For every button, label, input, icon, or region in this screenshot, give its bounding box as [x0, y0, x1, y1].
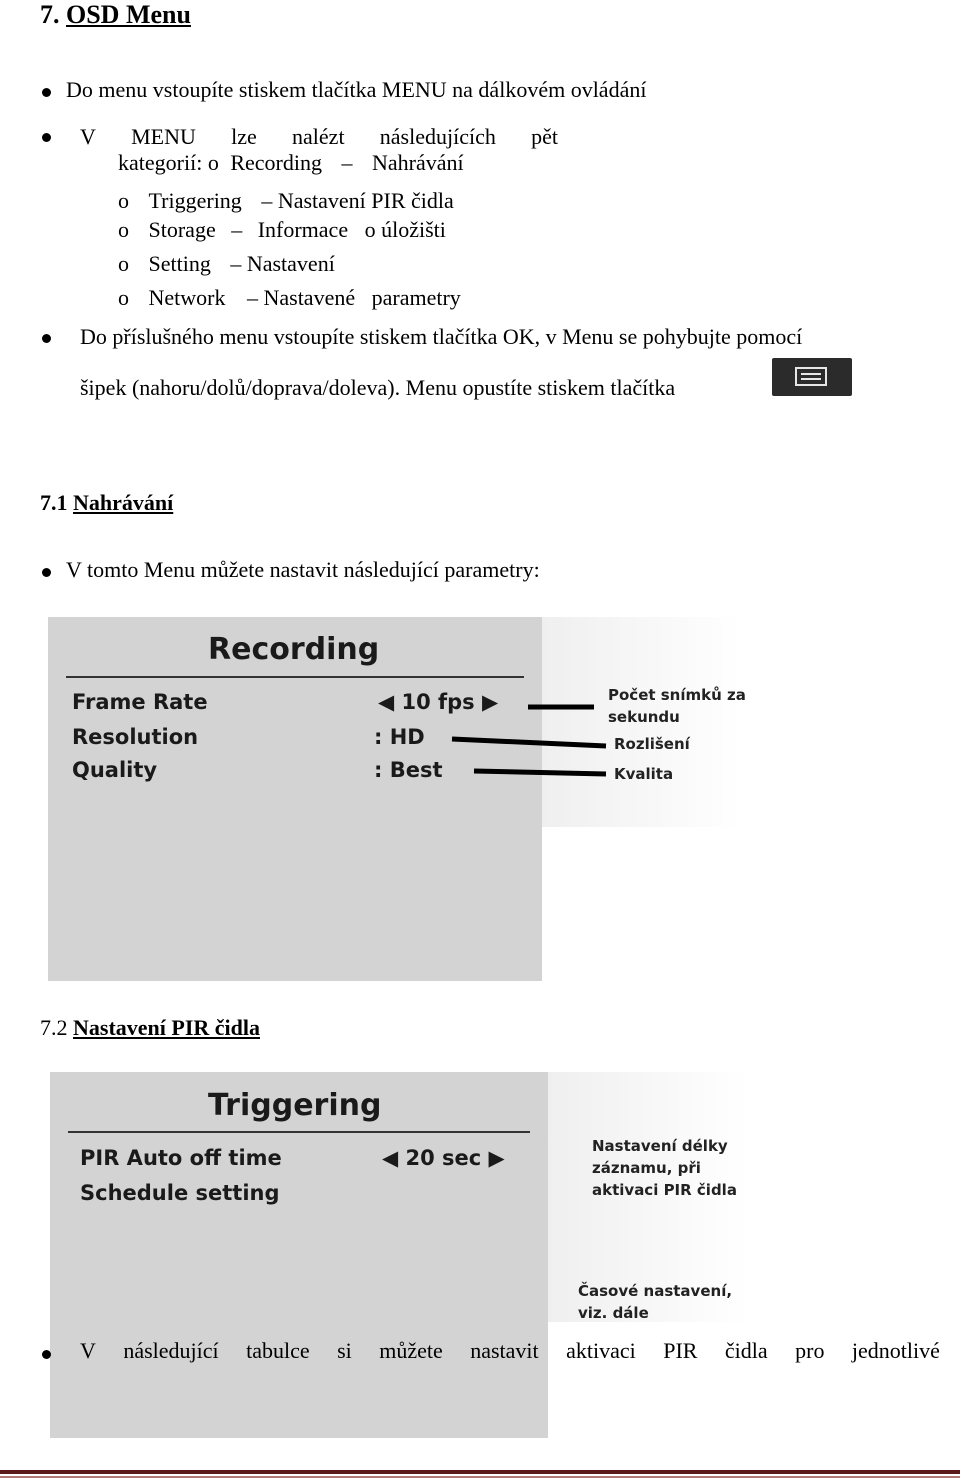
- heading-title: OSD Menu: [66, 0, 191, 29]
- section-number: 7.1: [40, 490, 68, 515]
- category-name: Recording: [230, 150, 322, 175]
- section-title: Nastavení PIR čidla: [73, 1015, 260, 1040]
- list-marker: o: [118, 251, 129, 276]
- intro-bullet-1: Do menu vstoupíte stiskem tlačítka MENU na dálkovém ovládání: [66, 77, 647, 102]
- osd-row-value: ◀ 20 sec ▶: [382, 1146, 505, 1170]
- word: můžete: [379, 1338, 443, 1363]
- word: V: [80, 124, 96, 149]
- word: aktivaci: [566, 1338, 636, 1363]
- word: MENU: [131, 124, 196, 149]
- category-name: Setting: [148, 251, 211, 276]
- section-title: Nahrávání: [73, 490, 174, 515]
- word: V: [80, 1338, 96, 1363]
- osd-divider: [68, 1131, 530, 1133]
- category-name: Storage: [148, 217, 216, 242]
- category-name: Triggering: [148, 188, 242, 213]
- word: nastavit: [470, 1338, 539, 1363]
- word: čidla: [724, 1338, 768, 1363]
- category-desc: Nahrávání: [371, 150, 464, 175]
- list-marker: o: [207, 150, 219, 175]
- footer-rule: [0, 1470, 960, 1474]
- list-marker: o: [118, 188, 129, 213]
- osd-callout-note: Kvalita: [614, 765, 674, 783]
- section-number: 7.2: [40, 1015, 68, 1040]
- word: následující: [123, 1338, 219, 1363]
- word: nalézt: [292, 124, 345, 149]
- osd-callout-note: Rozlišení: [614, 735, 690, 753]
- osd-title: Recording: [208, 632, 380, 667]
- osd-row-label: Frame Rate: [72, 690, 208, 714]
- list-marker: o: [118, 217, 129, 242]
- list-marker: o: [118, 285, 129, 310]
- word: následujících: [379, 124, 496, 149]
- word: pět: [531, 124, 558, 149]
- word: jednotlivé: [851, 1338, 940, 1363]
- section2-bullet: [80, 1338, 940, 1364]
- category-dash: –: [231, 217, 243, 242]
- category-desc: Nastavené parametry: [263, 285, 461, 310]
- word: si: [337, 1338, 352, 1363]
- section1-bullet: V tomto Menu můžete nastavit následující parametry:: [66, 557, 540, 582]
- bullet-dot: [42, 1350, 51, 1359]
- category-dash: –: [261, 188, 273, 213]
- category-dash: –: [230, 251, 242, 276]
- callout-line: [474, 771, 606, 774]
- osd-row-value: : HD: [374, 725, 425, 749]
- categories-label: kategorií:: [118, 150, 203, 175]
- osd-row-label: Quality: [72, 758, 158, 782]
- category-dash: –: [341, 150, 353, 175]
- word: lze: [231, 124, 257, 149]
- triggering-osd-screen: [50, 1072, 548, 1438]
- word: pro: [795, 1338, 825, 1363]
- section-heading: [40, 1015, 260, 1041]
- osd-row-label: Resolution: [72, 725, 199, 749]
- category-desc: Nastavení: [246, 251, 335, 276]
- osd-row-label: Schedule setting: [80, 1181, 280, 1205]
- intro-bullet-3-line2: šipek (nahoru/dolů/doprava/doleva). Menu opustíte stiskem tlačítka: [80, 375, 676, 400]
- osd-callout-note: Časové nastavení, viz. dále: [578, 1282, 733, 1322]
- word: tabulce: [246, 1338, 310, 1363]
- footer-rule: [0, 1476, 960, 1478]
- osd-row-value: ◀ 10 fps ▶: [378, 690, 499, 714]
- category-name: Network: [148, 285, 226, 310]
- category-desc: Informace o úložišti: [257, 217, 446, 242]
- callout-line: [452, 739, 606, 746]
- osd-callout-note: Nastavení délky záznamu, při aktivaci PIR čidla: [592, 1137, 737, 1199]
- osd-title: Triggering: [208, 1088, 382, 1123]
- osd-row-label: PIR Auto off time: [80, 1146, 282, 1170]
- osd-callout-note: Počet snímků za sekundu: [608, 686, 746, 726]
- osd-row-value: : Best: [374, 758, 443, 782]
- heading-number: 7.: [40, 0, 60, 29]
- word: PIR: [663, 1338, 698, 1363]
- category-desc: Nastavení PIR čidla: [277, 188, 454, 213]
- category-dash: –: [246, 285, 258, 310]
- intro-bullet-3-line1: Do příslušného menu vstoupíte stiskem tlačítka OK, v Menu se pohybujte pomocí: [80, 324, 803, 349]
